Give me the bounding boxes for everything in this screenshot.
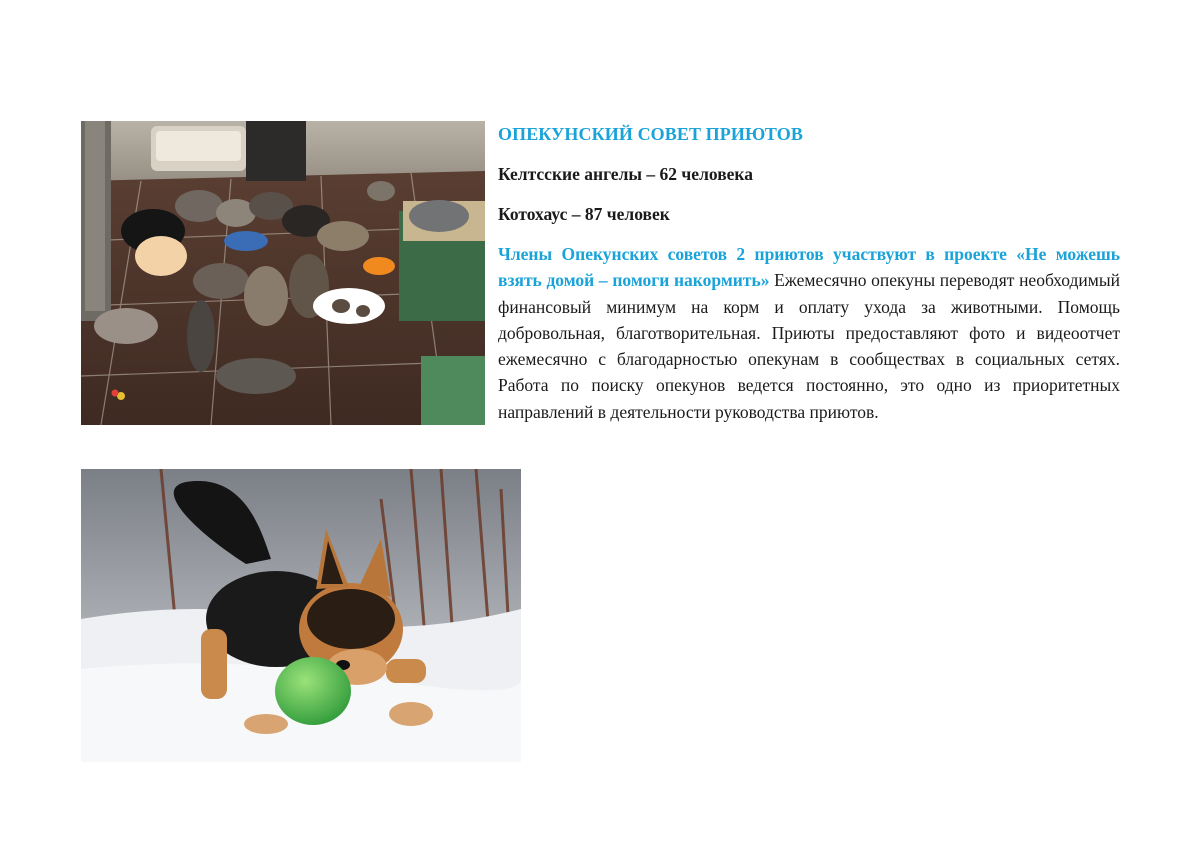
dog-with-ball-illustration [81, 469, 521, 762]
section-heading: ОПЕКУНСКИЙ СОВЕТ ПРИЮТОВ [498, 124, 803, 144]
guardian-council-section [81, 121, 1120, 425]
dog-with-ball-photo [81, 469, 521, 762]
photo-spacer [81, 121, 485, 425]
project-highlight: Члены Опекунских советов 2 приютов участвуют в проекте «Не можешь взять домой – помоги накормить» [498, 244, 1120, 291]
paragraph-body: Ежемесячно опекуны переводят необходимый финансовый минимум на корм и оплату ухода за животными. Помощь добровольная, благотворительная. Приюты предоставляют фото и видеоотчет ежемесячно с благодарностью опекунам в сообществах в социальных сетях. Работа по поиску опекунов ведется постоянно, это одно из приоритетных направлений в деятельности руководства приютов. [498, 270, 1120, 422]
stat-kotohaus: Котохаус – 87 человек [498, 204, 670, 224]
stat-celtic-angels: Келтсские ангелы – 62 человека [498, 164, 753, 184]
